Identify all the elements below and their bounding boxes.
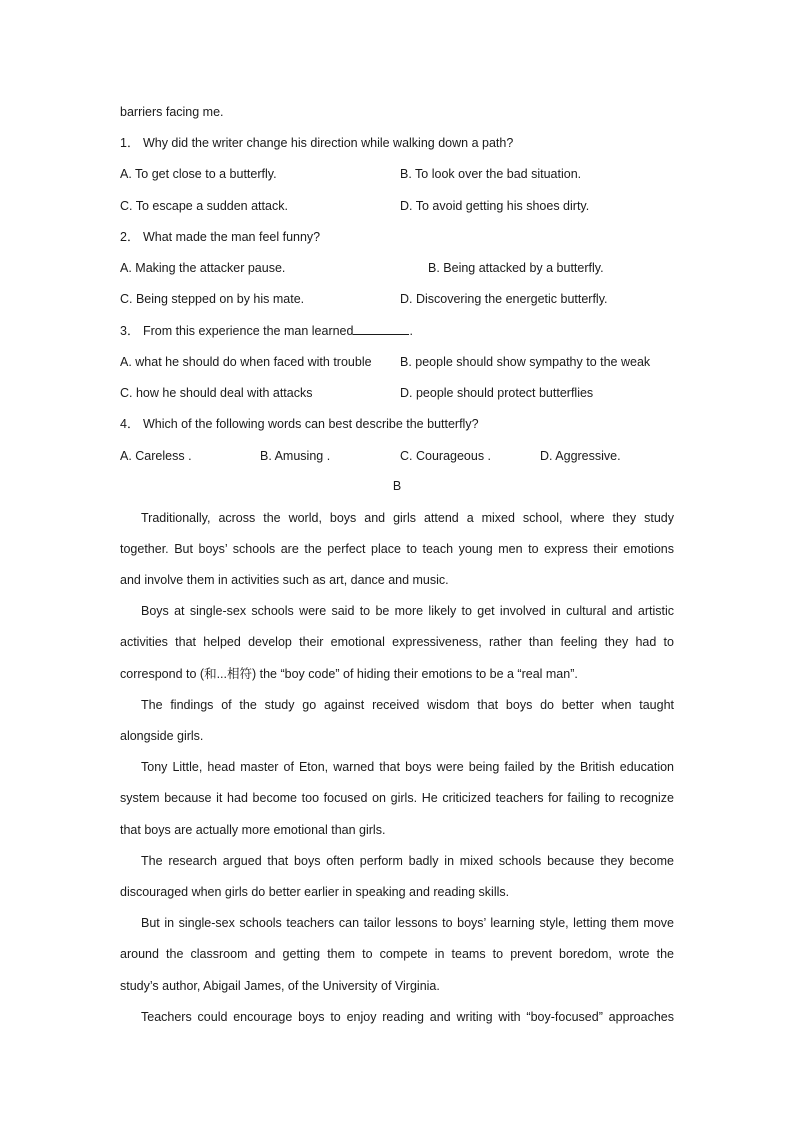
q3-option-a: A. what he should do when faced with trouble: [120, 355, 372, 369]
q4-option-a: A. Careless .: [120, 449, 192, 463]
paragraph-line: But in single-sex schools teachers can tailor lessons to boys’ learning style, letting them move: [141, 916, 674, 930]
q2-option-c: C. Being stepped on by his mate.: [120, 292, 305, 306]
q3-option-d: D. people should protect butterflies: [400, 386, 594, 400]
question-text: From this experience the man learned: [142, 324, 354, 338]
paragraph-line: discouraged when girls do better earlier in speaking and reading skills.: [120, 885, 510, 899]
q3-option-b: B. people should show sympathy to the weak: [400, 355, 651, 369]
paragraph-line: and involve them in activities such as art, dance and music.: [120, 573, 449, 587]
question-4-stem: [120, 416, 479, 432]
q3-option-c: C. how he should deal with attacks: [120, 386, 313, 400]
question-1-stem: [120, 135, 513, 151]
q1-option-b: B. To look over the bad situation.: [400, 167, 582, 181]
q2-option-b: B. Being attacked by a butterfly.: [428, 261, 604, 275]
paragraph-line: alongside girls.: [120, 729, 204, 743]
question-text: What made the man feel funny?: [142, 230, 321, 244]
paragraph-line: The findings of the study go against received wisdom that boys do better when taught: [141, 698, 674, 712]
question-2-stem: [120, 229, 320, 245]
paragraph-line: Teachers could encourage boys to enjoy reading and writing with “boy-focused” approaches: [141, 1010, 674, 1024]
paragraph-line: system because it had become too focused on girls. He criticized teachers for failing to recognize: [120, 791, 674, 805]
paragraph-line: Traditionally, across the world, boys and girls attend a mixed school, where they study: [141, 511, 674, 525]
q4-option-b: B. Amusing .: [260, 449, 331, 463]
q1-option-c: C. To escape a sudden attack.: [120, 199, 288, 213]
paragraph-line: activities that helped develop their emotional expressiveness, rather than feeling they had to: [120, 635, 674, 649]
question-number: 1．: [120, 136, 140, 150]
q2-option-a: A. Making the attacker pause.: [120, 261, 286, 275]
question-text-end: .: [409, 324, 413, 338]
question-number: 3．: [120, 324, 140, 338]
question-number: 2．: [120, 230, 140, 244]
question-text: Which of the following words can best describe the butterfly?: [142, 417, 479, 431]
paragraph-line: Boys at single-sex schools were said to be more likely to get involved in cultural and artistic: [141, 604, 674, 618]
paragraph-line: around the classroom and getting them to compete in teams to prevent boredom, wrote the: [120, 947, 674, 961]
q1-option-a: A. To get close to a butterfly.: [120, 167, 277, 181]
q2-option-d: D. Discovering the energetic butterfly.: [400, 292, 608, 306]
section-heading: B: [392, 479, 402, 493]
paragraph-line: together. But boys’ schools are the perfect place to teach young men to express their emotions: [120, 542, 674, 556]
q1-option-d: D. To avoid getting his shoes dirty.: [400, 199, 590, 213]
question-3-stem: [120, 323, 413, 339]
q4-option-c: C. Courageous .: [400, 449, 492, 463]
question-number: 4．: [120, 417, 140, 431]
paragraph-line: correspond to (和...相符) the “boy code” of hiding their emotions to be a “real man”.: [120, 667, 578, 681]
paragraph-line: that boys are actually more emotional than girls.: [120, 823, 386, 837]
paragraph-line: Tony Little, head master of Eton, warned that boys were being failed by the British education: [141, 760, 674, 774]
paragraph-line: study’s author, Abigail James, of the University of Virginia.: [120, 979, 440, 993]
q4-option-d: D. Aggressive.: [540, 449, 621, 463]
paragraph-line: The research argued that boys often perform badly in mixed schools because they become: [141, 854, 674, 868]
answer-blank: [353, 323, 409, 335]
question-text: Why did the writer change his direction while walking down a path?: [142, 136, 514, 150]
passage-a-tail: barriers facing me.: [120, 105, 224, 119]
